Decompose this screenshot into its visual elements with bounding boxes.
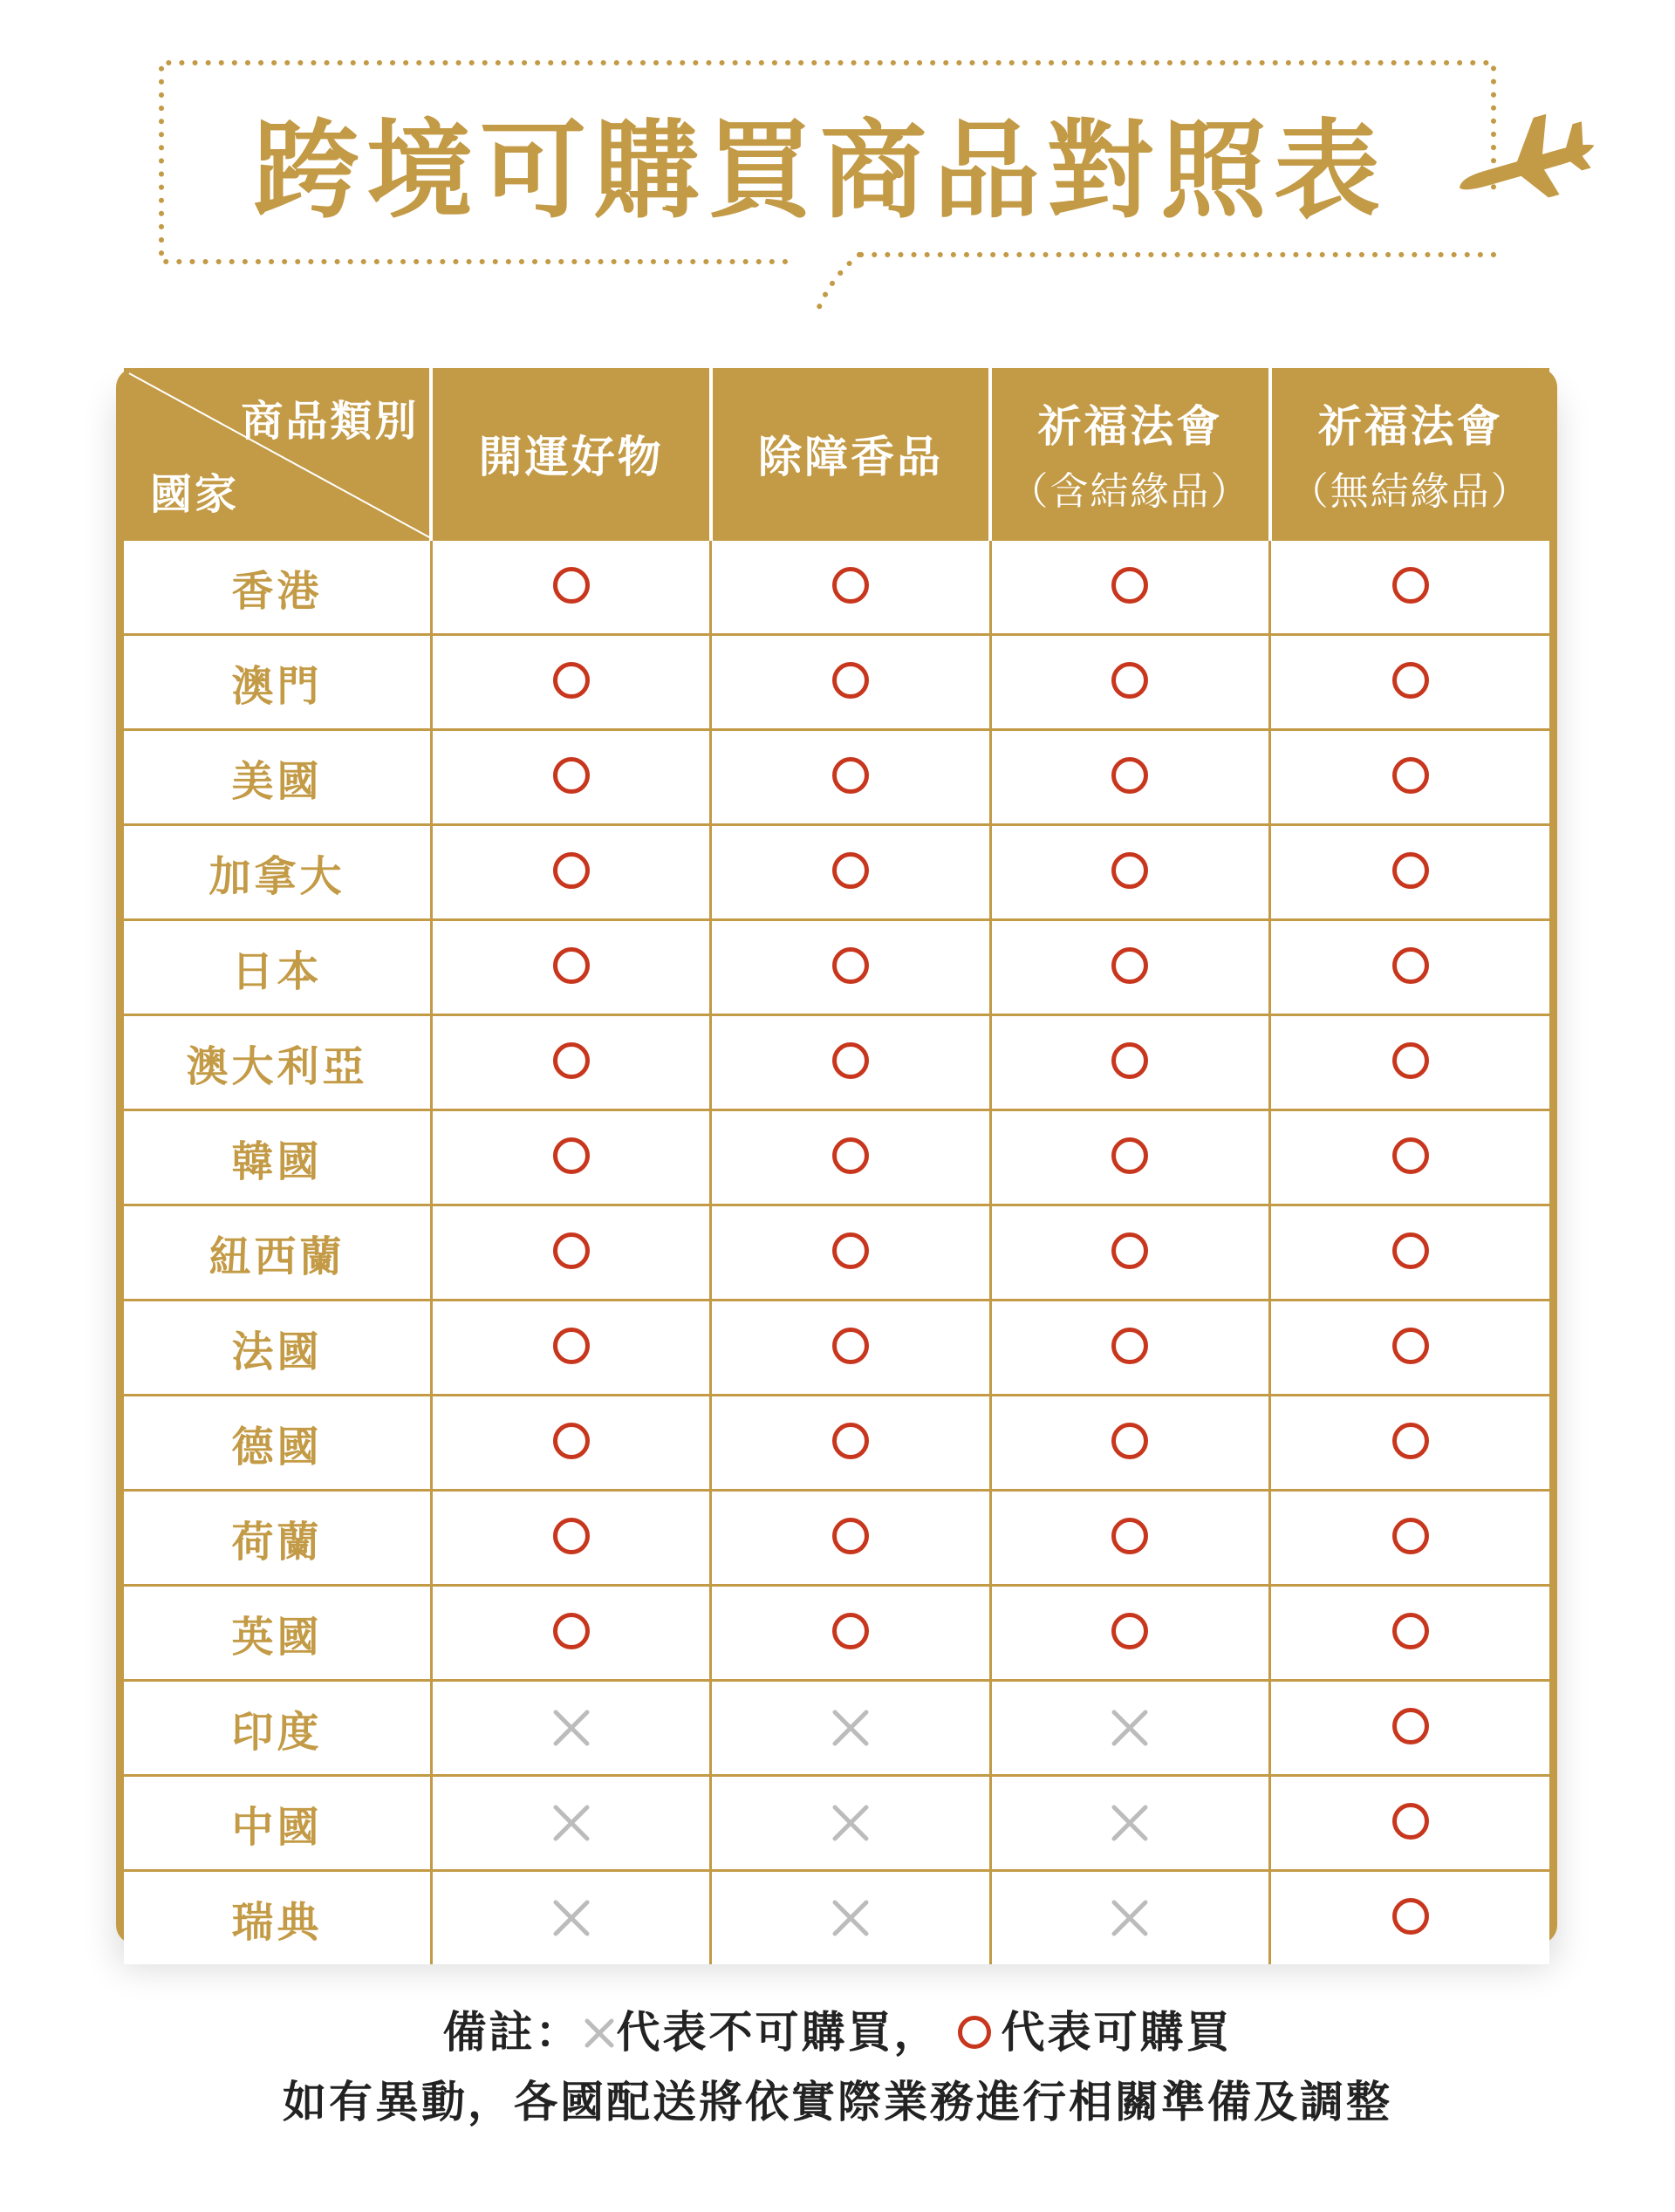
cross-mark-icon (830, 1897, 872, 1939)
availability-cell (711, 1586, 990, 1681)
availability-cell (1270, 1110, 1549, 1205)
circle-mark-icon (1111, 1232, 1148, 1269)
availability-cell (711, 1015, 990, 1110)
availability-cell (1270, 1491, 1549, 1586)
circle-mark-icon (1111, 662, 1148, 699)
circle-mark-icon (832, 662, 869, 699)
circle-mark-icon (832, 1423, 869, 1459)
circle-mark-icon (832, 1613, 869, 1649)
circle-mark-icon (1111, 947, 1148, 984)
table-row (124, 920, 1549, 1015)
circle-mark-icon (1392, 1803, 1429, 1840)
product-comparison-table (116, 368, 1557, 1947)
availability-cell (990, 1110, 1269, 1205)
circle-mark-icon (553, 662, 590, 699)
availability-cell (431, 1586, 710, 1681)
cross-mark-icon (550, 1707, 592, 1749)
country-cell: 荷蘭 (124, 1491, 431, 1586)
table-row (124, 1396, 1549, 1491)
corner-label-category: 商品類別 (241, 397, 420, 446)
circle-mark-icon (1111, 1423, 1148, 1459)
availability-cell (431, 1776, 710, 1871)
table-row (124, 825, 1549, 920)
availability-cell (990, 540, 1269, 635)
circle-mark-icon (553, 1328, 590, 1364)
circle-mark-icon (832, 567, 869, 604)
circle-mark-icon (1111, 1613, 1148, 1649)
table-row (124, 1110, 1549, 1205)
circle-mark-icon (553, 1613, 590, 1649)
circle-mark-icon (1392, 1232, 1429, 1269)
availability-cell (711, 635, 990, 730)
circle-mark-icon (832, 1137, 869, 1174)
availability-cell (431, 920, 710, 1015)
availability-cell (990, 1396, 1269, 1491)
table-row (124, 730, 1549, 825)
table-row (124, 1871, 1549, 1965)
footnote (0, 1997, 1675, 2137)
availability-cell (990, 825, 1269, 920)
availability-cell (431, 1301, 710, 1396)
availability-cell (1270, 1871, 1549, 1965)
table-row (124, 1491, 1549, 1586)
page-title: 跨境可購買商品對照表 (253, 107, 1387, 233)
availability-cell (711, 1491, 990, 1586)
availability-cell (1270, 1301, 1549, 1396)
availability-cell (990, 1301, 1269, 1396)
country-cell: 美國 (124, 730, 431, 825)
circle-mark-icon (832, 1328, 869, 1364)
availability-cell (1270, 825, 1549, 920)
circle-mark-icon (1111, 567, 1148, 604)
circle-mark-icon (553, 1042, 590, 1079)
circle-mark-icon (832, 1042, 869, 1079)
table-row (124, 635, 1549, 730)
country-cell: 日本 (124, 920, 431, 1015)
availability-cell (990, 1205, 1269, 1301)
availability-cell (711, 1396, 990, 1491)
circle-mark-icon (1392, 1137, 1429, 1174)
cross-mark-icon (550, 1897, 592, 1939)
footnote-line-notice: 如有異動，各國配送將依實際業務進行相關準備及調整 (283, 2077, 1392, 2127)
country-cell: 印度 (124, 1681, 431, 1776)
availability-cell (431, 825, 710, 920)
table-row (124, 1681, 1549, 1776)
circle-mark-icon (1392, 567, 1429, 604)
circle-mark-icon (553, 1137, 590, 1174)
availability-cell (711, 1205, 990, 1301)
circle-mark-icon (553, 1423, 590, 1459)
availability-cell (431, 540, 710, 635)
availability-cell (990, 1776, 1269, 1871)
country-cell: 韓國 (124, 1110, 431, 1205)
circle-mark-icon (553, 757, 590, 794)
corner-label-country: 國家 (150, 470, 240, 519)
circle-mark-icon (553, 852, 590, 889)
availability-cell (990, 1586, 1269, 1681)
availability-cell (1270, 635, 1549, 730)
circle-mark-icon (1111, 1042, 1148, 1079)
circle-mark-icon (1392, 947, 1429, 984)
circle-mark-icon (1111, 1328, 1148, 1364)
availability-cell (1270, 1681, 1549, 1776)
table-row (124, 1586, 1549, 1681)
availability-cell (431, 635, 710, 730)
column-header (711, 368, 990, 540)
country-cell: 加拿大 (124, 825, 431, 920)
circle-mark-icon (832, 1232, 869, 1269)
circle-mark-icon (1111, 852, 1148, 889)
availability-cell (990, 635, 1269, 730)
availability-cell (1270, 1015, 1549, 1110)
column-header-title: 除障香品 (758, 431, 943, 482)
circle-mark-icon (1392, 1708, 1429, 1744)
circle-mark-icon (1392, 1898, 1429, 1935)
availability-cell (990, 1871, 1269, 1965)
table-row (124, 1776, 1549, 1871)
circle-mark-icon (553, 567, 590, 604)
availability-cell (990, 730, 1269, 825)
availability-cell (711, 1301, 990, 1396)
country-cell: 法國 (124, 1301, 431, 1396)
availability-cell (711, 1776, 990, 1871)
availability-cell (711, 920, 990, 1015)
footnote-line-legend (0, 1997, 1675, 2067)
circle-mark-icon (1392, 757, 1429, 794)
column-header (1270, 368, 1549, 540)
cross-mark-icon (582, 2016, 617, 2051)
cross-mark-icon (1109, 1802, 1151, 1844)
cross-mark-icon (550, 1802, 592, 1844)
circle-mark-icon (1392, 852, 1429, 889)
circle-mark-icon (1111, 1518, 1148, 1554)
availability-cell (990, 1491, 1269, 1586)
circle-mark-icon (1392, 1042, 1429, 1079)
availability-cell (711, 540, 990, 635)
availability-cell (990, 920, 1269, 1015)
country-cell: 紐西蘭 (124, 1205, 431, 1301)
availability-cell (431, 1491, 710, 1586)
table-row (124, 1301, 1549, 1396)
column-header-title: 祈福法會 (1037, 400, 1223, 452)
availability-cell (431, 1205, 710, 1301)
availability-cell (1270, 920, 1549, 1015)
country-cell: 中國 (124, 1776, 431, 1871)
table-row (124, 1205, 1549, 1301)
availability-cell (1270, 1586, 1549, 1681)
circle-mark-icon (958, 2016, 991, 2049)
availability-cell (711, 1681, 990, 1776)
availability-cell (431, 1110, 710, 1205)
availability-cell (711, 825, 990, 920)
availability-cell (1270, 1396, 1549, 1491)
circle-mark-icon (1392, 1518, 1429, 1554)
country-cell: 英國 (124, 1586, 431, 1681)
circle-mark-icon (832, 852, 869, 889)
availability-cell (431, 730, 710, 825)
column-header-title: 開運好物 (478, 431, 664, 482)
circle-mark-icon (1392, 1613, 1429, 1649)
country-cell: 德國 (124, 1396, 431, 1491)
availability-cell (990, 1681, 1269, 1776)
circle-mark-icon (1111, 1137, 1148, 1174)
footnote-o-meaning: 代表可購買 (1001, 2007, 1233, 2058)
circle-mark-icon (1392, 1423, 1429, 1459)
availability-cell (431, 1681, 710, 1776)
availability-cell (990, 1015, 1269, 1110)
cross-mark-icon (830, 1802, 872, 1844)
country-cell: 澳門 (124, 635, 431, 730)
country-cell: 澳大利亞 (124, 1015, 431, 1110)
country-cell: 瑞典 (124, 1871, 431, 1965)
cross-mark-icon (830, 1707, 872, 1749)
availability-cell (431, 1871, 710, 1965)
circle-mark-icon (1111, 757, 1148, 794)
availability-cell (711, 1871, 990, 1965)
cross-mark-icon (1109, 1707, 1151, 1749)
circle-mark-icon (553, 1232, 590, 1269)
availability-cell (1270, 730, 1549, 825)
circle-mark-icon (1392, 1328, 1429, 1364)
availability-cell (431, 1396, 710, 1491)
availability-cell (1270, 1776, 1549, 1871)
availability-cell (1270, 540, 1549, 635)
circle-mark-icon (832, 947, 869, 984)
availability-cell (711, 730, 990, 825)
table-row (124, 540, 1549, 635)
availability-cell (711, 1110, 990, 1205)
availability-cell (431, 1015, 710, 1110)
circle-mark-icon (832, 1518, 869, 1554)
circle-mark-icon (832, 757, 869, 794)
availability-cell (1270, 1205, 1549, 1301)
column-header (431, 368, 710, 540)
circle-mark-icon (553, 947, 590, 984)
column-header-subtitle: （含結緣品） (1009, 468, 1251, 514)
table-row (124, 1015, 1549, 1110)
column-header (990, 368, 1269, 540)
cross-mark-icon (1109, 1897, 1151, 1939)
footnote-x-meaning: 代表不可購買， (616, 2007, 940, 2058)
table-header-row (124, 368, 1549, 540)
circle-mark-icon (1392, 662, 1429, 699)
column-header-title: 祈福法會 (1317, 400, 1503, 452)
column-header-subtitle: （無結緣品） (1289, 468, 1531, 514)
corner-header-cell (124, 368, 431, 540)
circle-mark-icon (553, 1518, 590, 1554)
footnote-prefix: 備註： (442, 2007, 582, 2058)
country-cell: 香港 (124, 540, 431, 635)
